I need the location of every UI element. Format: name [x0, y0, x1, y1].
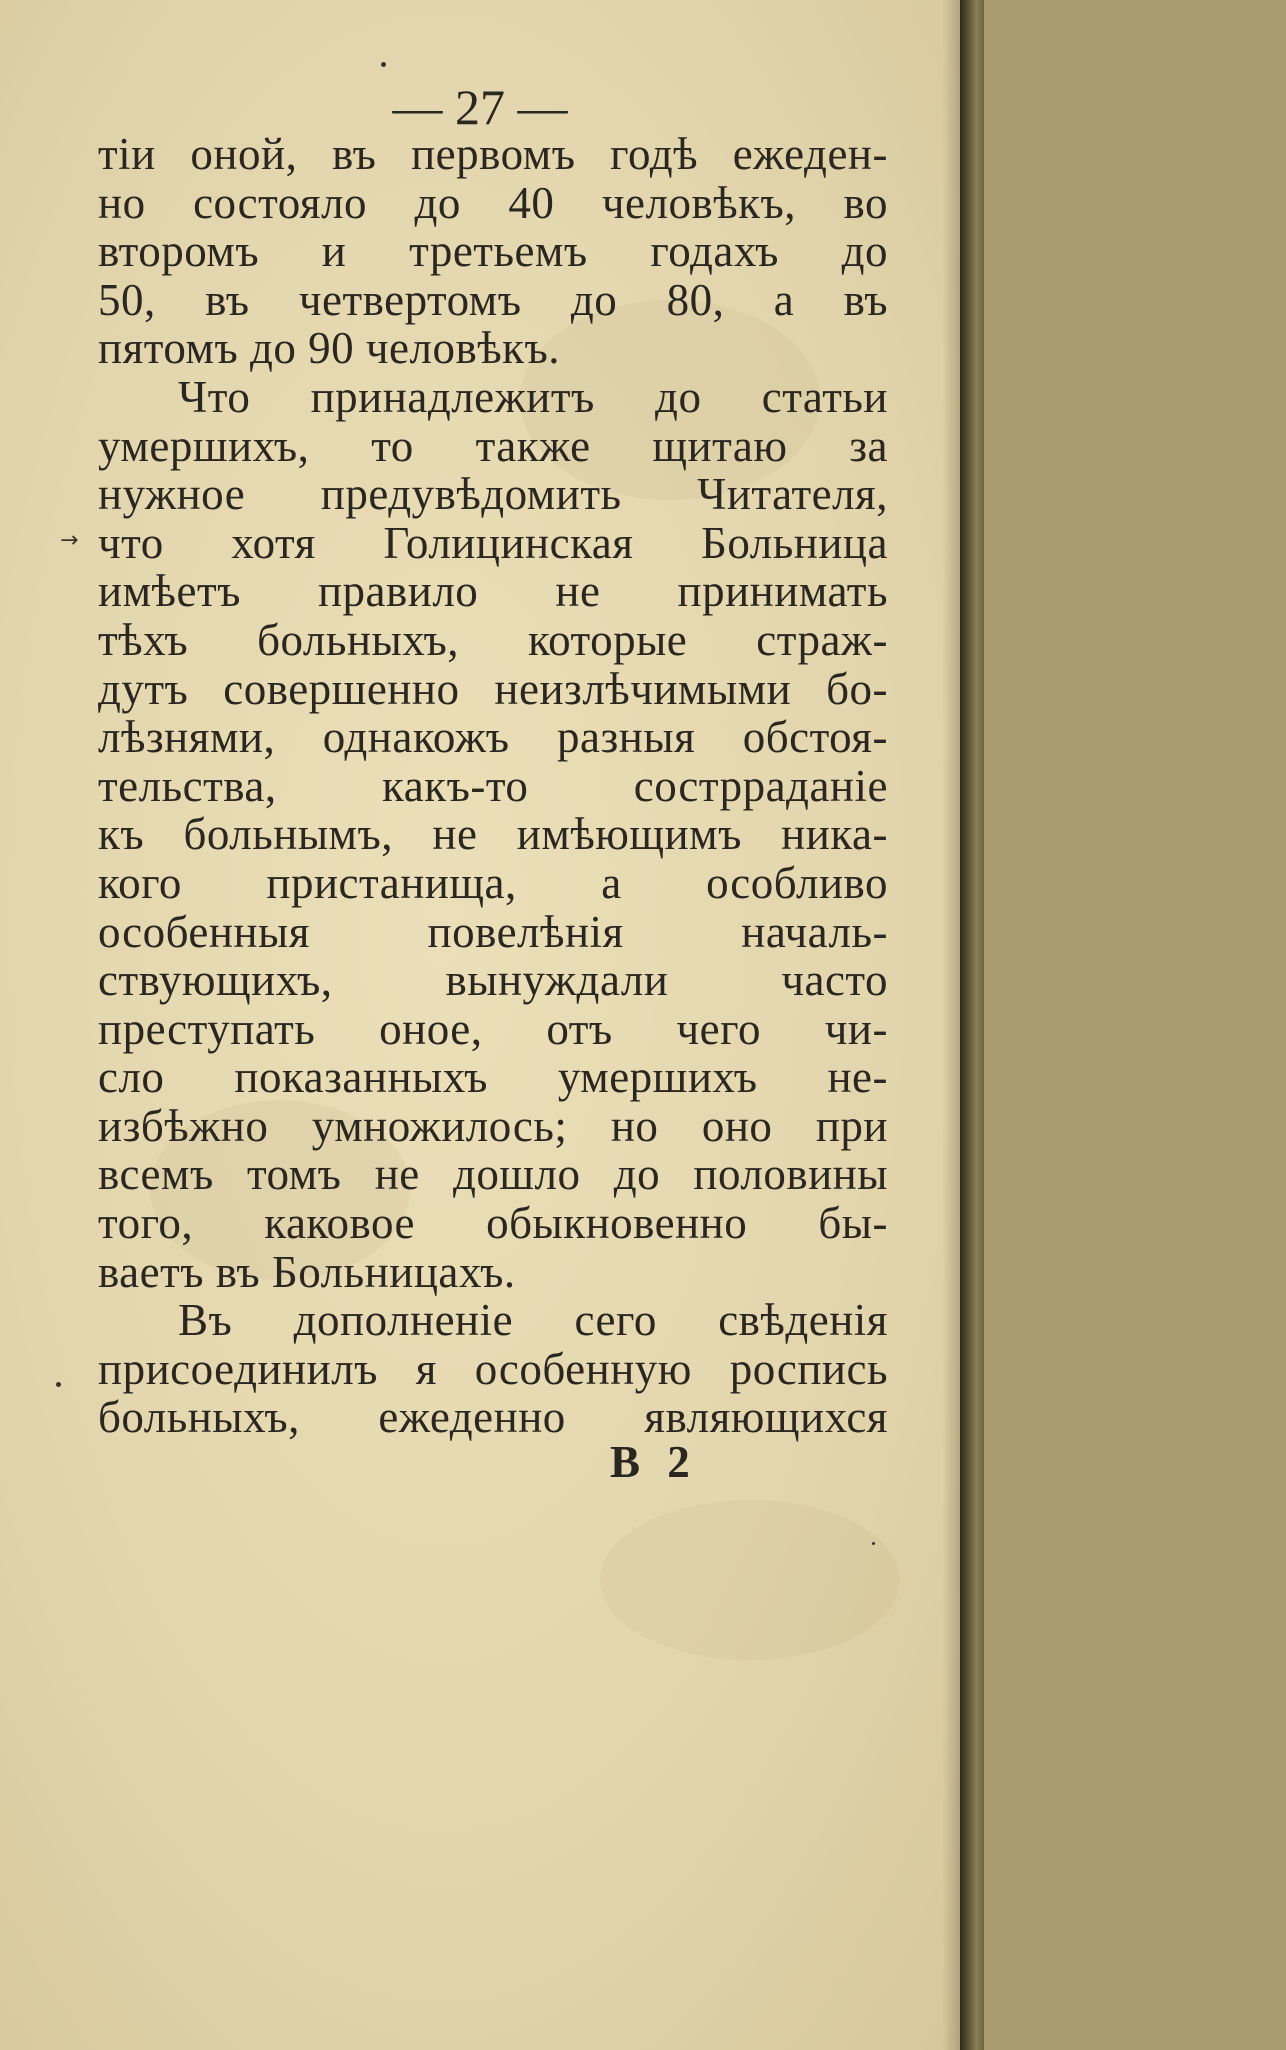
text-line: умершихъ, то также щитаю за: [98, 420, 888, 471]
ink-speck: [56, 1382, 61, 1387]
margin-mark-icon: →: [60, 528, 79, 553]
text-line: пятомъ до 90 человѣкъ.: [98, 323, 561, 374]
text-line: ствующихъ, вынуждали часто: [98, 955, 888, 1006]
text-line: преступать оное, отъ чего чи-: [98, 1003, 888, 1054]
text-line: второмъ и третьемъ годахъ до: [98, 226, 888, 277]
text-line: особенныя повелѣнія началь-: [98, 906, 888, 957]
text-line: къ больнымъ, не имѣющимъ ника-: [98, 809, 888, 860]
text-line: тіи оной, въ первомъ годѣ ежеден-: [98, 129, 888, 179]
body-text: [98, 130, 888, 1442]
signature-mark: В 2: [610, 1437, 698, 1487]
text-line: присоединилъ я особенную роспись: [98, 1343, 888, 1394]
text-line: имѣетъ правило не принимать: [98, 566, 888, 617]
text-line: дутъ совершенно неизлѣчимыми бо-: [98, 663, 888, 714]
ink-speck: [381, 62, 386, 67]
text-line: сло показанныхъ умершихъ не-: [98, 1052, 888, 1103]
text-line: больныхъ, ежеденно являющихся: [98, 1392, 888, 1443]
text-line: 50, въ четвертомъ до 80, а въ: [98, 274, 888, 325]
text-line: тельства, какъ-то сострраданіе: [98, 760, 888, 811]
text-line: нужное предувѣдомить Читателя,: [98, 469, 888, 520]
ink-speck: [872, 1542, 875, 1545]
text-line: но состояло до 40 человѣкъ, во: [98, 177, 888, 228]
text-line: лѣзнями, однакожъ разныя обстоя-: [98, 712, 888, 763]
text-line: что хотя Голицинская Больница: [98, 517, 888, 568]
text-line: Что принадлежитъ до статьи: [178, 371, 888, 422]
binding-shadow: [942, 0, 960, 2050]
text-line: ваетъ въ Больницахъ.: [98, 1246, 516, 1297]
text-line: того, каковое обыкновенно бы-: [98, 1198, 888, 1249]
page-number-header: — 27 —: [392, 79, 568, 135]
text-line: кого пристанища, а особливо: [98, 857, 888, 908]
text-line: избѣжно умножилось; но оно при: [98, 1100, 888, 1151]
paper-stain: [600, 1500, 900, 1660]
text-line: Въ дополненіе сего свѣденія: [178, 1295, 888, 1346]
book-binding-edge: [960, 0, 984, 2050]
text-line: всемъ томъ не дошло до половины: [98, 1149, 888, 1200]
text-line: тѣхъ больныхъ, которые страж-: [98, 614, 888, 665]
